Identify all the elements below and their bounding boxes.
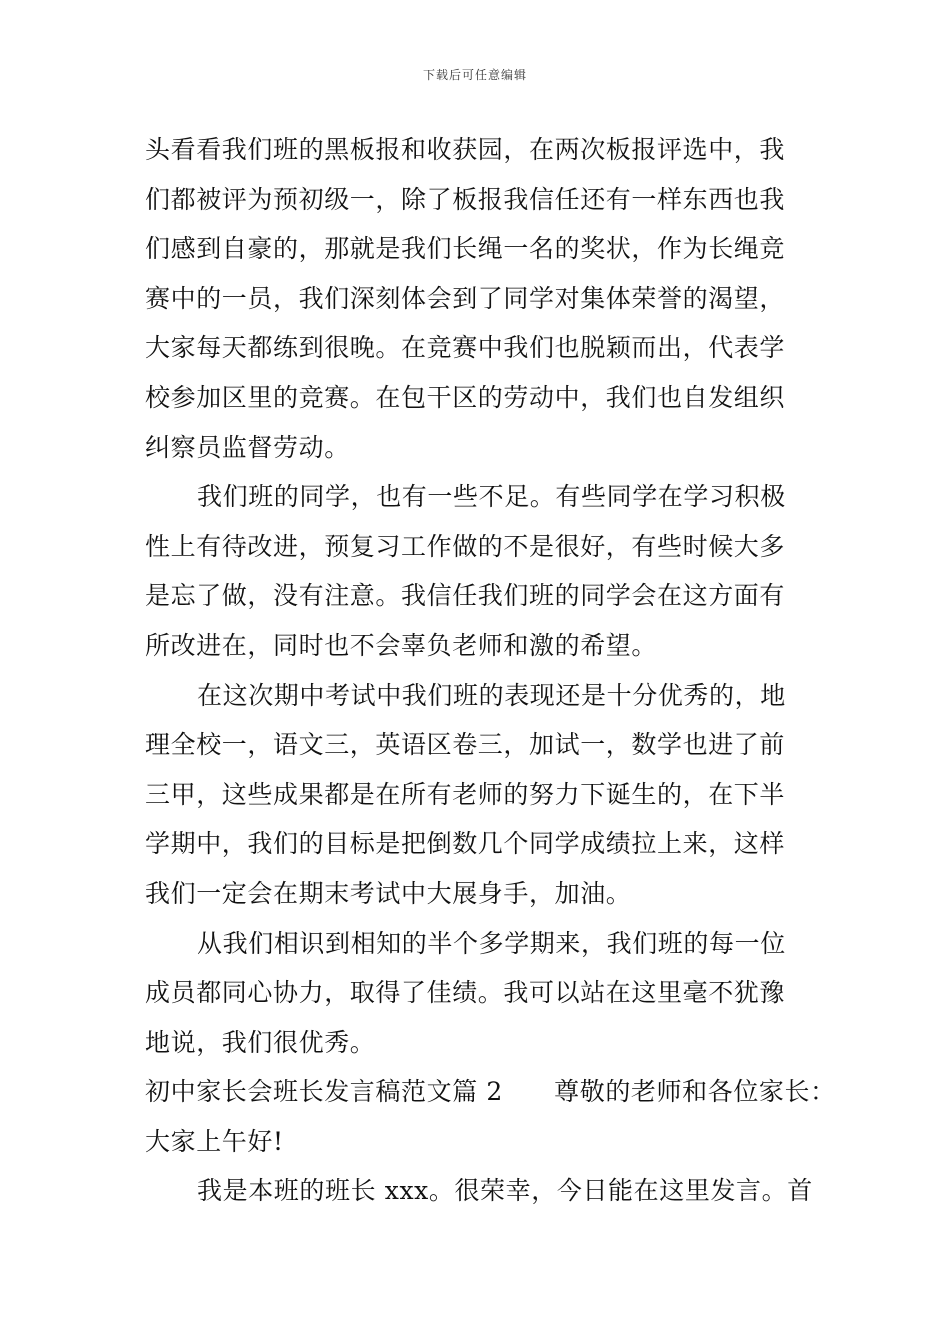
text-line: 性上有待改进，预复习工作做的不是很好，有些时候大多 xyxy=(145,531,786,561)
text-line: 大家上午好! xyxy=(145,1126,284,1156)
text-line: 理全校一，语文三，英语区卷三，加试一，数学也进了前 xyxy=(145,730,786,760)
text-line: 大家每天都练到很晚。在竞赛中我们也脱颖而出，代表学 xyxy=(145,333,786,363)
header-note: 下载后可任意编辑 xyxy=(422,68,527,82)
text-line: 我是本班的班长 xxx。很荣幸，今日能在这里发言。首 xyxy=(197,1176,813,1206)
section-heading-line: 初中家长会班长发言稿范文篇 2 尊敬的老师和各位家长： xyxy=(145,1077,836,1107)
text-line: 头看看我们班的黑板报和收获园，在两次板报评选中，我 xyxy=(145,135,786,164)
text-line: 们感到自豪的，那就是我们长绳一名的奖状，作为长绳竞 xyxy=(145,234,786,264)
document-body xyxy=(145,125,836,1216)
text-line: 校参加区里的竞赛。在包干区的劳动中，我们也自发组织 xyxy=(145,382,786,412)
text-line: 所改进在，同时也不会辜负老师和激的希望。 xyxy=(145,630,658,660)
text-line: 是忘了做，没有注意。我信任我们班的同学会在这方面有 xyxy=(145,581,786,611)
text-line: 成员都同心协力，取得了佳绩。我可以站在这里毫不犹豫 xyxy=(145,978,786,1008)
text-line: 我们班的同学，也有一些不足。有些同学在学习积极 xyxy=(197,482,786,512)
text-line: 地说，我们很优秀。 xyxy=(145,1027,376,1057)
text-line: 纠察员监督劳动。 xyxy=(145,432,350,462)
text-line: 们都被评为预初级一，除了板报我信任还有一样东西也我 xyxy=(145,184,786,214)
text-line: 学期中，我们的目标是把倒数几个同学成绩拉上来，这样 xyxy=(145,829,786,859)
text-line: 在这次期中考试中我们班的表现还是十分优秀的，地 xyxy=(197,680,786,710)
text-line: 从我们相识到相知的半个多学期来，我们班的每一位 xyxy=(197,928,786,958)
text-line: 我们一定会在期末考试中大展身手，加油。 xyxy=(145,878,632,908)
text-line: 赛中的一员，我们深刻体会到了同学对集体荣誉的渴望， xyxy=(145,283,786,313)
text-line: 三甲，这些成果都是在所有老师的努力下诞生的，在下半 xyxy=(145,779,786,809)
